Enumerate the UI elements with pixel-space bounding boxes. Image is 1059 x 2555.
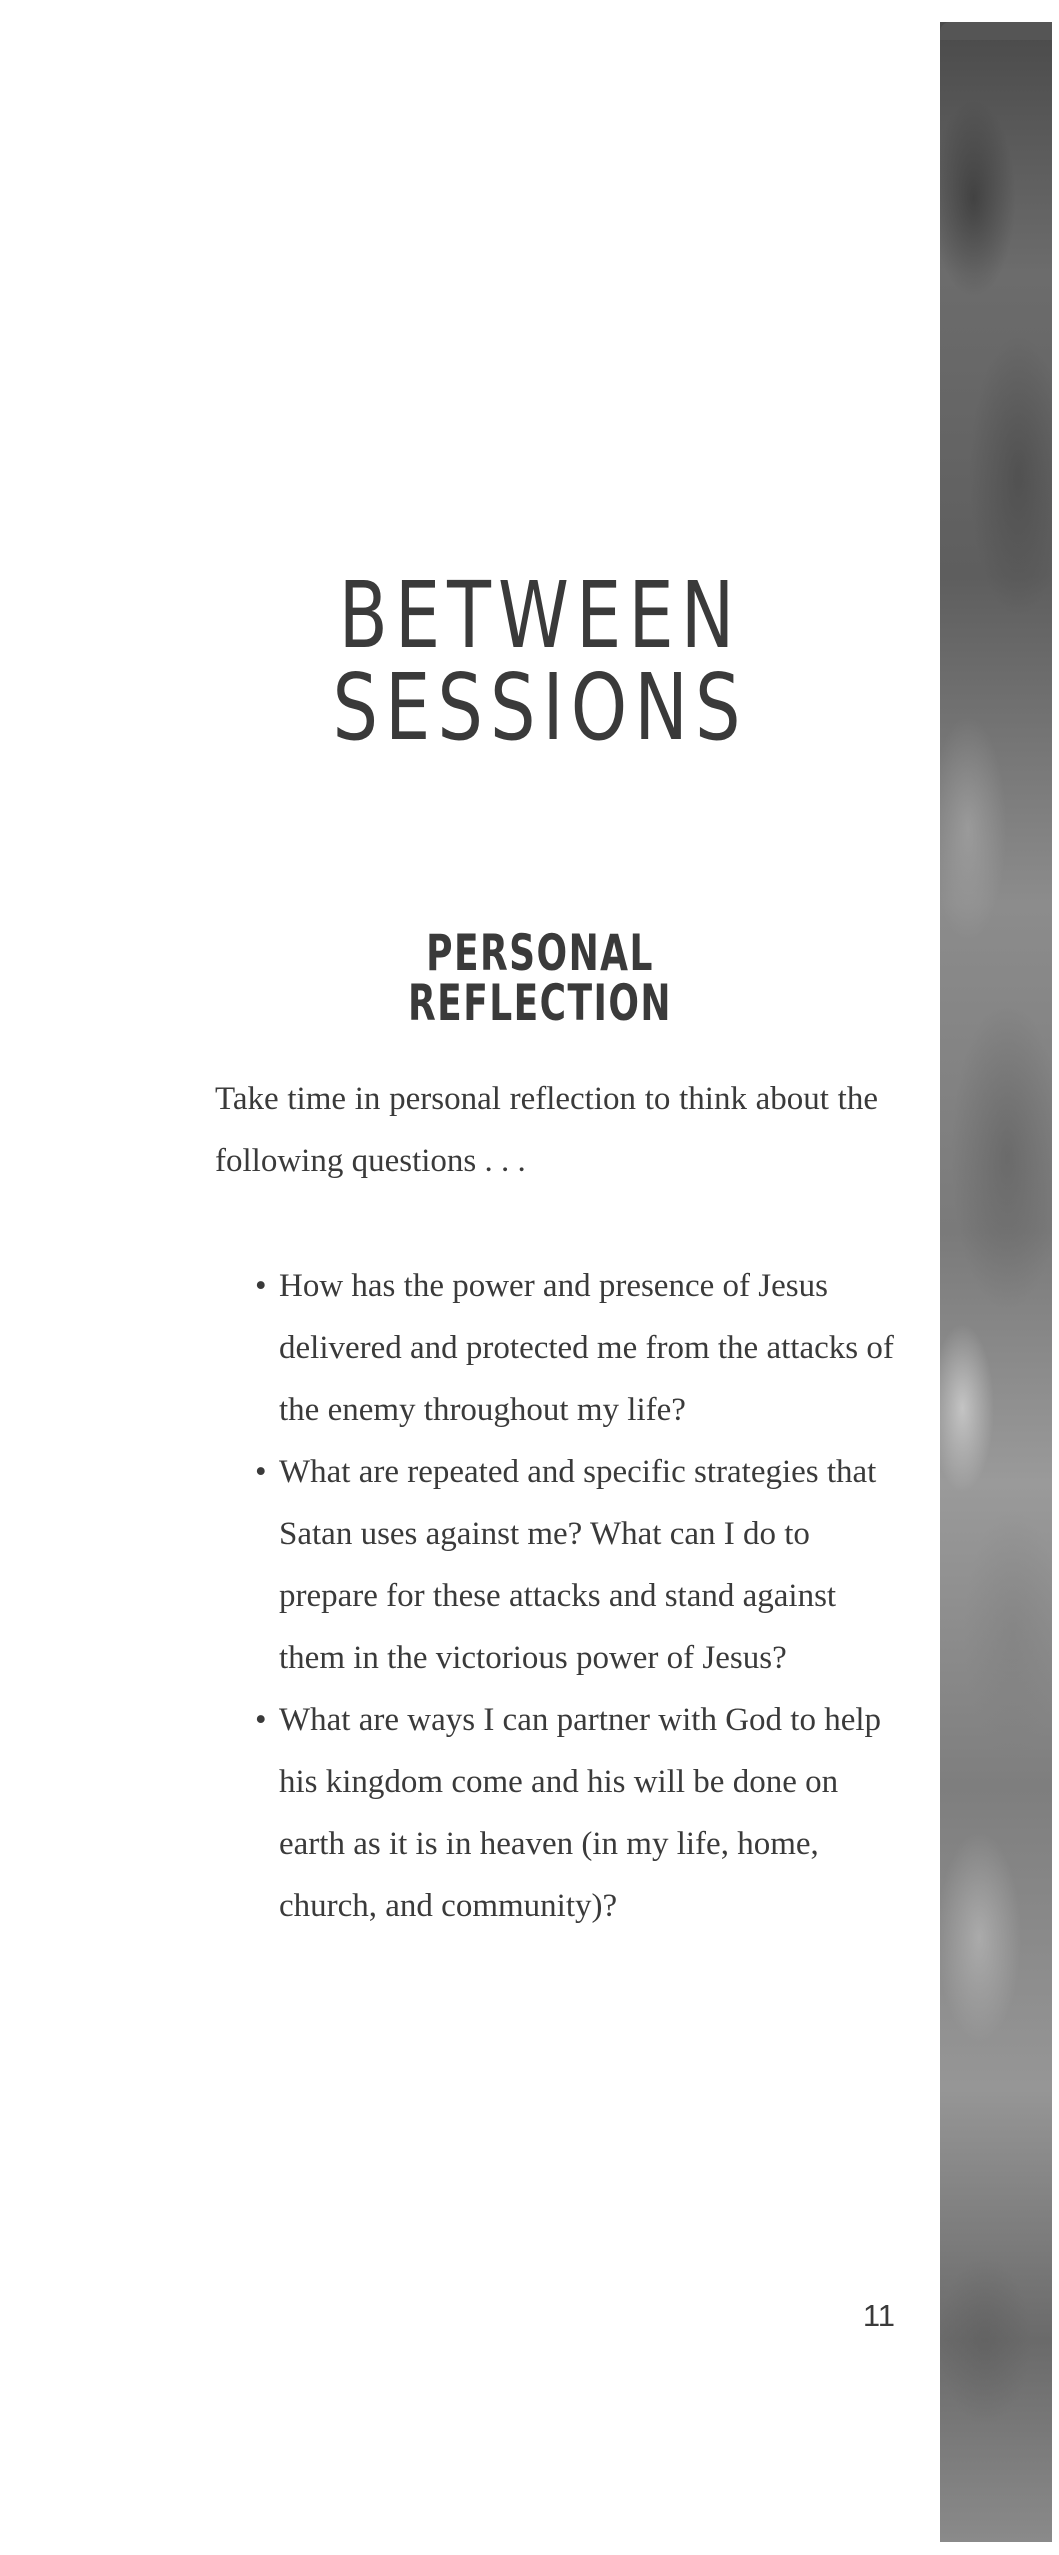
question-text: What are repeated and specific strategies that Satan uses against me? What can I do to prepare for these attacks and stand against them in the victorious power of Jesus? (279, 1454, 877, 1676)
page-title: BETWEEN SESSIONS (332, 562, 748, 761)
question-text: How has the power and presence of Jesus delivered and protected me from the attacks of the enemy throughout my life? (279, 1268, 894, 1428)
bullet-icon: • (255, 1454, 267, 1490)
strip-top-edge (940, 22, 1052, 40)
bullet-icon: • (255, 1268, 267, 1304)
intro-paragraph: Take time in personal reflection to think about the following questions . . . (215, 1081, 878, 1179)
bullet-icon: • (255, 1702, 267, 1738)
question-text: What are ways I can partner with God to help his kingdom come and his will be done on earth as it is in heaven (in my life, home, church, and community)? (279, 1702, 882, 1924)
decorative-photo-strip (940, 22, 1052, 2542)
page-number: 11 (862, 2298, 895, 2333)
list-item (255, 1689, 905, 1937)
section-heading-personal-reflection: PERSONAL REFLECTION (408, 924, 672, 1032)
list-item (255, 1441, 905, 1689)
list-item (255, 1255, 905, 1441)
reflection-questions-list (255, 1255, 905, 1937)
